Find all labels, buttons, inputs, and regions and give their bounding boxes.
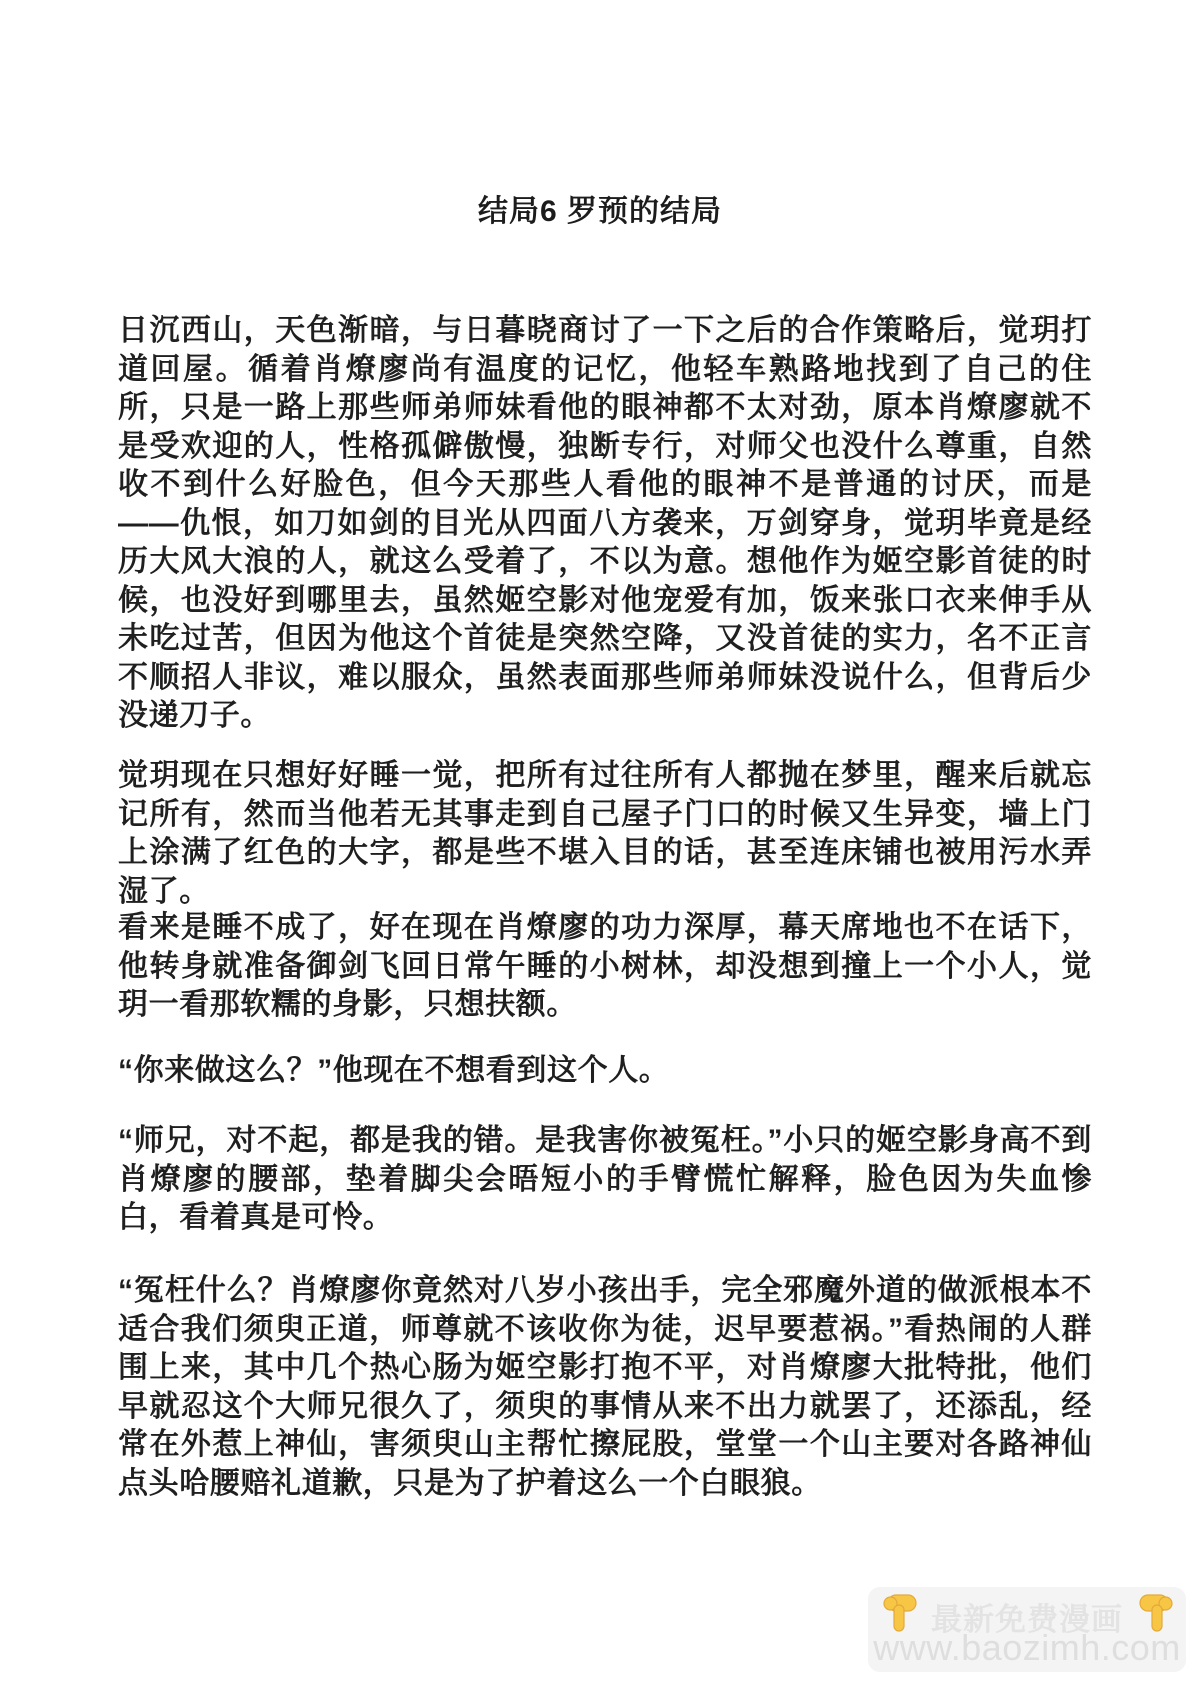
story-paragraph-5: “师兄，对不起，都是我的错。是我害你被冤枉。”小只的姬空影身高不到肖燎廖的腰部，垫着脚尖会晤短小的手臂慌忙解释，脸色因为失血惨白，看着真是可怜。	[118, 1124, 1092, 1234]
story-paragraph-6: “冤枉什么？肖燎廖你竟然对八岁小孩出手，完全邪魔外道的做派根本不适合我们须臾正道，师尊就不该收你为徒，迟早要惹祸。”看热闹的人群围上来，其中几个热心肠为姬空影打抱不平，对肖燎廖大批特批，他们早就忍这个大师兄很久了，须臾的事情从来不出力就罢了，还添乱，经常在外惹上神仙，害须臾山主帮忙擦屁股，堂堂一个山主要对各路神仙点头哈腰赔礼道歉，只是为了护着这么一个白眼狼。	[118, 1274, 1092, 1500]
story-paragraph-2: 觉玥现在只想好好睡一觉，把所有过往所有人都抛在梦里，醒来后就忘记所有，然而当他若无其事走到自己屋子门口的时候又生异变，墙上门上涂满了红色的大字，都是些不堪入目的话，甚至连床铺也被用污水弄湿了。	[118, 759, 1092, 908]
watermark	[868, 1587, 1186, 1672]
chapter-title: 结局6 罗预的结局	[477, 195, 723, 228]
story-paragraph-1: 日沉西山，天色渐暗，与日暮晓商讨了一下之后的合作策略后，觉玥打道回屋。循着肖燎廖尚有温度的记忆，他轻车熟路地找到了自己的住所，只是一路上那些师弟师妹看他的眼神都不太对劲，原本肖燎廖就不是受欢迎的人，性格孤僻傲慢，独断专行，对师父也没什么尊重，自然收不到什么好脸色，但今天那些人看他的眼神不是普通的讨厌，而是——仇恨，如刀如剑的目光从四面八方袭来，万剑穿身，觉玥毕竟是经历大风大浪的人，就这么受着了，不以为意。想他作为姬空影首徒的时候，也没好到哪里去，虽然姬空影对他宠爱有加，饭来张口衣来伸手从未吃过苦，但因为他这个首徒是突然空降，又没首徒的实力，名不正言不顺招人非议，难以服众，虽然表面那些师弟师妹没说什么，但背后少没递刀子。	[118, 314, 1092, 732]
story-paragraph-3: 看来是睡不成了，好在现在肖燎廖的功力深厚，幕天席地也不在话下，他转身就准备御剑飞回日常午睡的小树林，却没想到撞上一个小人，觉玥一看那软糯的身影，只想扶额。	[118, 911, 1092, 1021]
story-paragraph-4: “你来做这么？”他现在不想看到这个人。	[118, 1054, 670, 1087]
watermark-url: www.baozimh.com	[873, 1627, 1181, 1668]
watermark-text: 最新免费漫画	[931, 1602, 1123, 1637]
